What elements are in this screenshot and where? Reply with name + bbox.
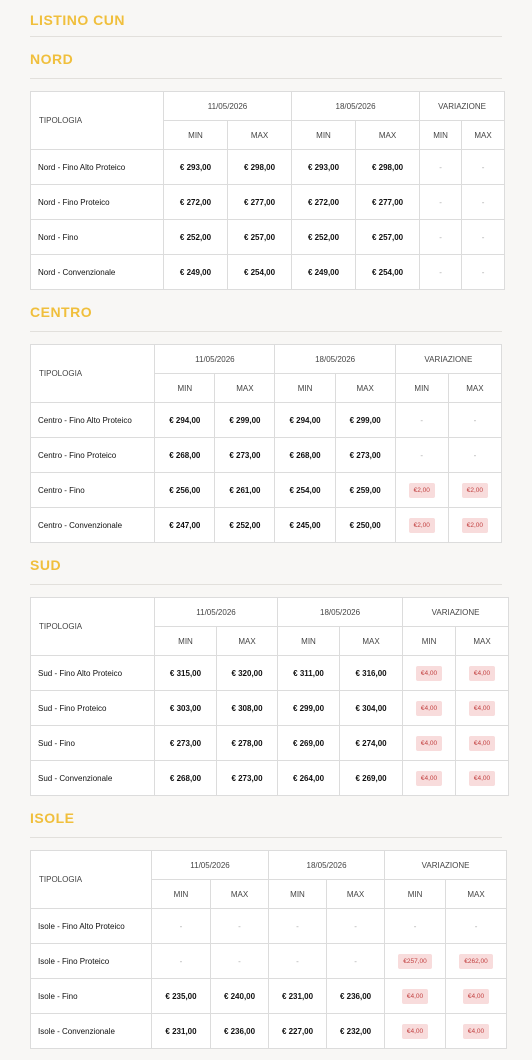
price-d2min: € 245,00 <box>275 508 335 543</box>
price-d2min: € 272,00 <box>292 185 356 220</box>
price-d1min: € 256,00 <box>155 473 215 508</box>
variation-vmax: - <box>448 438 501 473</box>
header-min: MIN <box>395 374 448 403</box>
variation-cell <box>446 944 507 979</box>
price-d2min: € 268,00 <box>275 438 335 473</box>
table-row <box>31 403 502 438</box>
price-d1max: € 257,00 <box>228 220 292 255</box>
variation-cell <box>456 726 509 761</box>
header-max: MAX <box>356 121 420 150</box>
price-d1min: - <box>152 944 211 979</box>
table-row <box>31 726 509 761</box>
row-name: Centro - Fino Proteico <box>31 438 155 473</box>
price-d2min: € 269,00 <box>278 726 340 761</box>
variation-cell <box>385 1014 446 1049</box>
price-d2min: € 249,00 <box>292 255 356 290</box>
price-d1min: € 268,00 <box>155 761 217 796</box>
price-d1max: € 261,00 <box>215 473 275 508</box>
variation-cell <box>446 979 507 1014</box>
row-name: Sud - Fino Alto Proteico <box>31 656 155 691</box>
header-min: MIN <box>385 880 446 909</box>
variation-vmin: - <box>420 185 462 220</box>
header-date2: 18/05/2026 <box>278 598 403 627</box>
variation-badge: €4,00 <box>402 1024 428 1039</box>
price-d1max: € 277,00 <box>228 185 292 220</box>
section-sud <box>30 543 502 796</box>
variation-badge: €2,00 <box>409 518 435 533</box>
variation-cell <box>403 761 456 796</box>
variation-badge: €4,00 <box>469 666 495 681</box>
variation-badge: €2,00 <box>462 518 488 533</box>
price-d1min: € 252,00 <box>164 220 228 255</box>
price-d2min: € 264,00 <box>278 761 340 796</box>
header-max: MAX <box>446 880 507 909</box>
price-d2max: € 254,00 <box>356 255 420 290</box>
variation-vmax: - <box>462 255 505 290</box>
price-d2max: € 274,00 <box>340 726 403 761</box>
price-d2min: € 294,00 <box>275 403 335 438</box>
price-d2max: € 257,00 <box>356 220 420 255</box>
row-name: Nord - Fino Alto Proteico <box>31 150 164 185</box>
price-d1max: € 298,00 <box>228 150 292 185</box>
price-d2max: € 250,00 <box>335 508 395 543</box>
header-min: MIN <box>155 374 215 403</box>
header-min: MIN <box>278 627 340 656</box>
price-d1max: € 236,00 <box>211 1014 269 1049</box>
price-d2min: - <box>269 909 327 944</box>
price-d1max: € 320,00 <box>217 656 278 691</box>
row-name: Sud - Convenzionale <box>31 761 155 796</box>
price-d2max: € 273,00 <box>335 438 395 473</box>
header-tipologia: TIPOLOGIA <box>31 851 152 909</box>
variation-badge: €4,00 <box>416 736 442 751</box>
page-title: LISTINO CUN <box>30 0 502 37</box>
price-d1max: € 252,00 <box>215 508 275 543</box>
header-max: MAX <box>456 627 509 656</box>
price-table <box>30 597 509 796</box>
header-variazione: VARIAZIONE <box>395 345 501 374</box>
price-d2min: € 252,00 <box>292 220 356 255</box>
section-isole <box>30 796 502 1049</box>
variation-cell <box>403 726 456 761</box>
section-nord <box>30 37 502 290</box>
header-date2: 18/05/2026 <box>269 851 385 880</box>
table-row <box>31 185 505 220</box>
price-table <box>30 850 507 1049</box>
price-d2max: € 232,00 <box>327 1014 385 1049</box>
variation-cell <box>385 979 446 1014</box>
variation-vmin: - <box>395 403 448 438</box>
price-d2max: € 277,00 <box>356 185 420 220</box>
header-max: MAX <box>215 374 275 403</box>
header-min: MIN <box>164 121 228 150</box>
price-d2min: - <box>269 944 327 979</box>
header-variazione: VARIAZIONE <box>420 92 505 121</box>
price-d1min: - <box>152 909 211 944</box>
sections-container <box>30 37 502 1049</box>
header-date2: 18/05/2026 <box>275 345 395 374</box>
row-name: Isole - Fino Proteico <box>31 944 152 979</box>
price-d2min: € 254,00 <box>275 473 335 508</box>
variation-cell <box>446 1014 507 1049</box>
price-d2max: € 299,00 <box>335 403 395 438</box>
price-d1max: € 278,00 <box>217 726 278 761</box>
header-max: MAX <box>211 880 269 909</box>
row-name: Isole - Convenzionale <box>31 1014 152 1049</box>
price-d1min: € 294,00 <box>155 403 215 438</box>
variation-cell <box>448 473 501 508</box>
table-row <box>31 691 509 726</box>
price-d2max: € 236,00 <box>327 979 385 1014</box>
table-row <box>31 979 507 1014</box>
price-d2min: € 227,00 <box>269 1014 327 1049</box>
table-row <box>31 473 502 508</box>
row-name: Centro - Fino <box>31 473 155 508</box>
header-max: MAX <box>228 121 292 150</box>
price-d2max: - <box>327 909 385 944</box>
table-row <box>31 150 505 185</box>
price-d2min: € 311,00 <box>278 656 340 691</box>
header-max: MAX <box>327 880 385 909</box>
variation-badge: €4,00 <box>469 736 495 751</box>
variation-vmin: - <box>420 255 462 290</box>
row-name: Sud - Fino Proteico <box>31 691 155 726</box>
price-d1min: € 293,00 <box>164 150 228 185</box>
variation-badge: €4,00 <box>402 989 428 1004</box>
table-row <box>31 944 507 979</box>
row-name: Isole - Fino <box>31 979 152 1014</box>
table-row <box>31 761 509 796</box>
variation-vmin: - <box>385 909 446 944</box>
header-tipologia: TIPOLOGIA <box>31 92 164 150</box>
variation-badge: €4,00 <box>416 771 442 786</box>
header-date1: 11/05/2026 <box>155 345 275 374</box>
variation-badge: €4,00 <box>416 666 442 681</box>
row-name: Nord - Convenzionale <box>31 255 164 290</box>
section-title: NORD <box>30 37 502 79</box>
price-d1max: € 299,00 <box>215 403 275 438</box>
header-max: MAX <box>462 121 505 150</box>
table-row <box>31 255 505 290</box>
price-d2max: € 316,00 <box>340 656 403 691</box>
header-date1: 11/05/2026 <box>164 92 292 121</box>
header-date1: 11/05/2026 <box>152 851 269 880</box>
header-date2: 18/05/2026 <box>292 92 420 121</box>
section-centro <box>30 290 502 543</box>
variation-vmin: - <box>395 438 448 473</box>
section-title: SUD <box>30 543 502 585</box>
variation-vmin: - <box>420 150 462 185</box>
table-row <box>31 438 502 473</box>
table-row <box>31 1014 507 1049</box>
variation-cell <box>395 473 448 508</box>
variation-badge: €4,00 <box>469 771 495 786</box>
table-row <box>31 220 505 255</box>
price-d1min: € 272,00 <box>164 185 228 220</box>
price-d1min: € 268,00 <box>155 438 215 473</box>
price-d1max: € 240,00 <box>211 979 269 1014</box>
variation-cell <box>456 656 509 691</box>
price-d1max: - <box>211 944 269 979</box>
row-name: Nord - Fino Proteico <box>31 185 164 220</box>
row-name: Nord - Fino <box>31 220 164 255</box>
row-name: Centro - Fino Alto Proteico <box>31 403 155 438</box>
price-d2min: € 231,00 <box>269 979 327 1014</box>
row-name: Sud - Fino <box>31 726 155 761</box>
price-d1max: € 273,00 <box>215 438 275 473</box>
header-min: MIN <box>152 880 211 909</box>
price-d1max: € 308,00 <box>217 691 278 726</box>
header-max: MAX <box>217 627 278 656</box>
variation-badge: €4,00 <box>416 701 442 716</box>
section-title: ISOLE <box>30 796 502 838</box>
variation-badge: €4,00 <box>463 989 489 1004</box>
price-table <box>30 91 505 290</box>
variation-cell <box>403 656 456 691</box>
table-row <box>31 508 502 543</box>
variation-badge: €2,00 <box>462 483 488 498</box>
variation-badge: €257,00 <box>398 954 432 969</box>
section-title: CENTRO <box>30 290 502 332</box>
variation-cell <box>385 944 446 979</box>
price-d2max: € 304,00 <box>340 691 403 726</box>
header-max: MAX <box>340 627 403 656</box>
row-name: Centro - Convenzionale <box>31 508 155 543</box>
header-max: MAX <box>335 374 395 403</box>
price-d1min: € 235,00 <box>152 979 211 1014</box>
variation-cell <box>456 691 509 726</box>
price-d2max: € 298,00 <box>356 150 420 185</box>
header-tipologia: TIPOLOGIA <box>31 345 155 403</box>
variation-badge: €4,00 <box>469 701 495 716</box>
variation-vmax: - <box>448 403 501 438</box>
price-d1min: € 247,00 <box>155 508 215 543</box>
variation-cell <box>448 508 501 543</box>
header-min: MIN <box>420 121 462 150</box>
price-d1max: - <box>211 909 269 944</box>
price-d2max: € 269,00 <box>340 761 403 796</box>
variation-vmax: - <box>462 220 505 255</box>
price-d1min: € 231,00 <box>152 1014 211 1049</box>
variation-badge: €262,00 <box>459 954 493 969</box>
price-d1max: € 254,00 <box>228 255 292 290</box>
price-d2min: € 293,00 <box>292 150 356 185</box>
header-tipologia: TIPOLOGIA <box>31 598 155 656</box>
header-date1: 11/05/2026 <box>155 598 278 627</box>
price-d2max: € 259,00 <box>335 473 395 508</box>
table-row <box>31 656 509 691</box>
header-min: MIN <box>403 627 456 656</box>
variation-badge: €4,00 <box>463 1024 489 1039</box>
variation-vmax: - <box>446 909 507 944</box>
variation-vmax: - <box>462 185 505 220</box>
header-min: MIN <box>275 374 335 403</box>
header-min: MIN <box>155 627 217 656</box>
header-min: MIN <box>269 880 327 909</box>
header-min: MIN <box>292 121 356 150</box>
variation-vmax: - <box>462 150 505 185</box>
row-name: Isole - Fino Alto Proteico <box>31 909 152 944</box>
variation-cell <box>395 508 448 543</box>
variation-cell <box>456 761 509 796</box>
price-table <box>30 344 502 543</box>
price-d1min: € 249,00 <box>164 255 228 290</box>
price-d1min: € 273,00 <box>155 726 217 761</box>
variation-vmin: - <box>420 220 462 255</box>
header-variazione: VARIAZIONE <box>385 851 507 880</box>
price-d2min: € 299,00 <box>278 691 340 726</box>
price-d2max: - <box>327 944 385 979</box>
header-max: MAX <box>448 374 501 403</box>
table-row <box>31 909 507 944</box>
price-d1min: € 303,00 <box>155 691 217 726</box>
variation-badge: €2,00 <box>409 483 435 498</box>
header-variazione: VARIAZIONE <box>403 598 509 627</box>
variation-cell <box>403 691 456 726</box>
price-d1min: € 315,00 <box>155 656 217 691</box>
price-d1max: € 273,00 <box>217 761 278 796</box>
